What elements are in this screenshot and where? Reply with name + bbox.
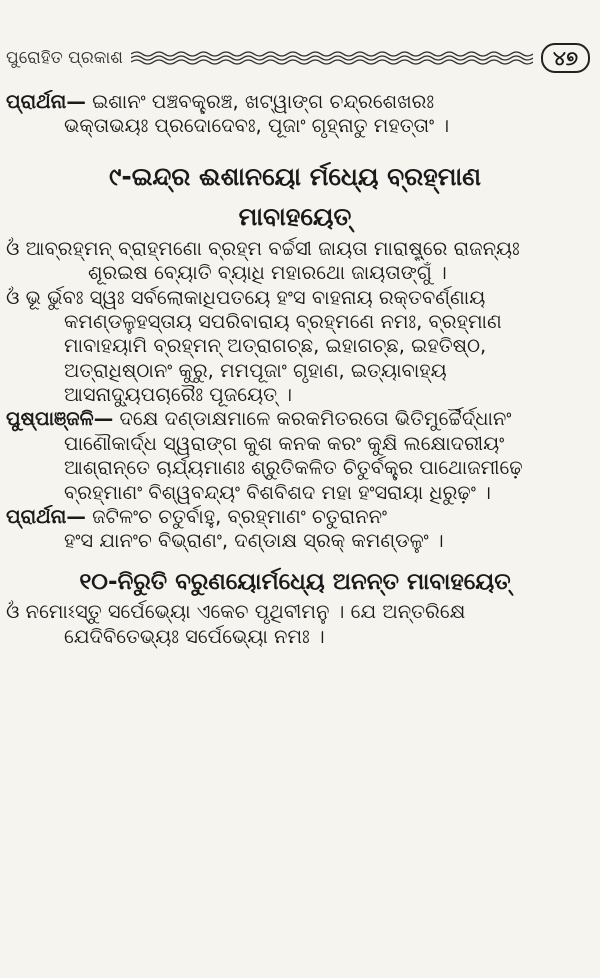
section-heading-9: ୯-ଇନ୍ଦ୍ର ଈଶାନୟୋ ର୍ମଧ୍ୟେ ବ୍ରହ୍ମାଣ	[108, 161, 482, 191]
section-heading-10: ୧୦-ନିରୁତି ବରୁଣୟୋର୍ମଧ୍ୟେ ଅନନ୍ତ ମାବାହୟେତ୍	[79, 568, 511, 595]
mantra-2-line-5: ଆସନାଦ୍ୟୁପଚାରୈଃ ପୂଜୟେତ୍ ।	[64, 383, 293, 406]
prayer-label: ପ୍ରାର୍ଥନା—	[6, 90, 86, 113]
prayer-1-line-2: ଭକ୍ତାଭୟଃ ପ୍ରଦୋଦେବଃ, ପୂଜାଂ ଗୃହ୍ନାତୁ ମହତ୍ତାଂ ।	[64, 114, 450, 138]
prayer-1-line-1	[6, 90, 584, 114]
prayer-2-line-1	[6, 505, 584, 529]
section-heading-9-cont: ମାବାହୟେତ୍	[238, 201, 352, 231]
pushpanjali-line-1	[6, 407, 584, 431]
pushpanjali-label: ପୁଷ୍ପାଞ୍ଜଳି—	[6, 407, 114, 431]
prayer-label: ପ୍ରାର୍ଥନା—	[6, 504, 86, 528]
mantra-1-line-2: ଶୂରଇଷ ବ୍ୟୋତି ବ୍ୟାଧି ମହାରଥୋ ଜାୟତାଙ୍ଗୁଁ ।	[88, 261, 447, 285]
mantra-3-line-1: ଓଁ ନମୋଽସ୍ତୁ ସର୍ପେଭ୍ୟୋ ଏକେଚ ପୃଥିବୀମନୁ । ଯେ ଅନ୍ତରିକ୍ଷେ	[6, 600, 466, 624]
mantra-1-line-1: ଓଁ ଆବ୍ରହ୍ମନ୍ ବ୍ରାହ୍ମଣୋ ବ୍ରହ୍ମ ବର୍ଚ୍ଚସୀ ଜାୟତା ମାରାଷ୍ଟ୍ରେ ରାଜନ୍ୟଃ	[6, 236, 520, 260]
mantra-2-line-2: କମଣ୍ଡଳୁହସ୍ତାୟ ସପରିବାରାୟ ବ୍ରହ୍ମଣେ ନମଃ, ବ୍ରହ୍ମାଣ	[64, 309, 502, 333]
running-head: ପୁରୋହିତ ପ୍ରକାଶ	[6, 48, 123, 68]
prayer-text: ଜଟିଳଂଚ ଚତୁର୍ବାହୁ, ବ୍ରହ୍ମାଣଂ ଚତୁରାନନଂ	[92, 504, 388, 528]
mantra-2-line-4: ଅତ୍ରାଧିଷ୍ଠାନଂ କୁରୁ, ମମପୂଜାଂ ଗୃହାଣ, ଇତ୍ୟାବାହ୍ୟ	[64, 358, 447, 382]
mantra-3-line-2: ଯେଦିବିତେଭ୍ୟଃ ସର୍ପେଭ୍ୟୋ ନମଃ ।	[64, 624, 325, 648]
pushpanjali-text: ଦକ୍ଷେ ଦଣ୍ଡାକ୍ଷମାଳେ କରକମିତରତୋ ଭିତିମୁର୍ଚ୍ଚୈର୍ଦ୍ଧାନଂ	[119, 407, 512, 431]
mantra-2-line-1: ଓଁ ଭୂ ର୍ଭୁବଃ ସ୍ୱଃ ସର୍ବଲୋକାଧିପତୟେ ହଂସ ବାହନାୟ ରକ୍ତବର୍ଣ୍ଣାୟ	[6, 285, 486, 309]
pushpanjali-line-3: ଆଶ୍ରାନ୍ତେ ଚାର୍ଯ୍ୟମାଣଃ ଶ୍ରୁତିକଳିତ ଚିତୁର୍ବକ୍ତ୍ର ପାଥୋଜମୀଢ଼େ	[64, 456, 523, 480]
pushpanjali-line-2: ପାଣୌକାର୍ଦ୍ଧ ସ୍ୱରାଙ୍ଗ କୁଶ କନକ କରଂ କୁକ୍ଷି ଲକ୍ଷୋଦରୀୟଂ	[64, 431, 505, 455]
page-header	[6, 40, 590, 76]
prayer-2-line-2: ହଂସ ଯାନଂଚ ବିଭ୍ରାଣଂ, ଦଣ୍ଡାକ୍ଷ ସ୍ରକ୍ କମଣ୍ଡଳୁଂ ।	[64, 529, 444, 553]
page-number: ୪୭	[541, 43, 590, 73]
document-body	[6, 90, 584, 649]
wavy-ornament-icon	[131, 49, 533, 67]
pushpanjali-line-4: ବ୍ରହ୍ମାଣଂ ବିଶ୍ୱବନ୍ଦ୍ୟଂ ବିଶବିଶଦ ମହା ହଂସରାୟା ଧିରୁଢ଼ଂ ।	[64, 480, 491, 504]
mantra-2-line-3: ମାବାହୟାମି ବ୍ରହ୍ମନ୍ ଅତ୍ରାଗଚ୍ଛ, ଇହାଗଚ୍ଛ, ଇହତିଷ୍ଠ,	[64, 334, 487, 358]
prayer-text: ଇଶାନଂ ପଞ୍ଚବକ୍ତ୍ରଞ୍ଚ, ଖଟ୍ୱାଙ୍ଗ ଚନ୍ଦ୍ରଶେଖରଃ	[92, 90, 435, 113]
